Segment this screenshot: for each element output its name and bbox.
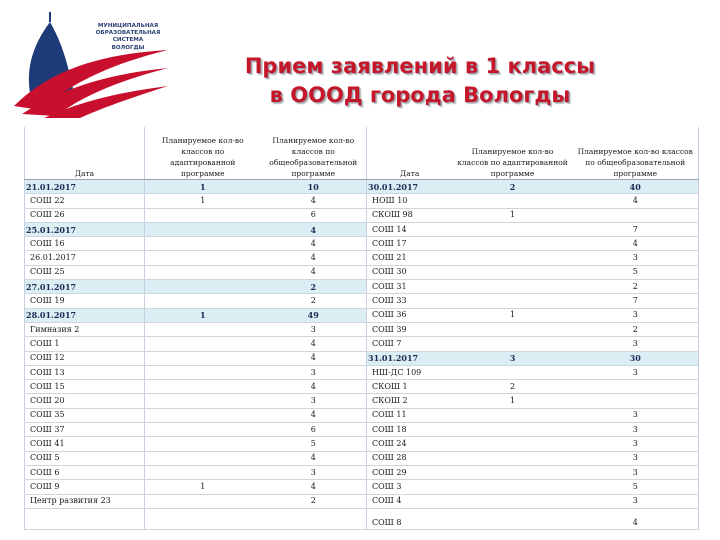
table-row [25,508,699,529]
table-row [25,380,699,394]
left-name-cell: СОШ 16 [25,237,145,251]
left-name-cell: СОШ 1 [25,337,145,351]
logo-line: ОБРАЗОВАТЕЛЬНАЯ [95,30,161,37]
right-adapted-cell [453,265,573,279]
table-row [25,208,699,222]
left-name-cell: 26.01.2017 [25,251,145,265]
table-row [25,237,699,251]
left-adapted-cell: 1 [145,180,261,194]
right-adapted-cell [453,322,573,336]
right-general-cell: 30 [573,351,699,365]
right-name-cell: СОШ 21 [367,251,453,265]
right-name-cell: СОШ 4 [367,494,453,508]
right-general-cell: 4 [573,237,699,251]
left-name-cell: 25.01.2017 [25,222,145,236]
table-row [25,465,699,479]
right-adapted-cell [453,408,573,422]
left-name-cell: СОШ 19 [25,294,145,308]
right-adapted-cell [453,280,573,294]
right-name-cell: СКОШ 1 [367,380,453,394]
right-adapted-cell [453,365,573,379]
right-adapted-cell: 2 [453,380,573,394]
right-name-cell: СОШ 33 [367,294,453,308]
logo-line: СИСТЕМА [112,37,144,44]
right-general-cell: 5 [573,265,699,279]
left-name-cell: СОШ 15 [25,380,145,394]
right-name-cell: СОШ 28 [367,451,453,465]
table-row [25,308,699,322]
right-adapted-cell [453,451,573,465]
left-adapted-cell [145,423,261,437]
left-name-cell: СОШ 6 [25,465,145,479]
table-row [25,394,699,408]
right-adapted-cell [453,423,573,437]
left-general-cell: 4 [261,480,367,494]
column-header-date: Дата [25,127,145,180]
left-general-cell: 4 [261,265,367,279]
right-general-cell: 3 [573,308,699,322]
column-header-adapted: Планируемое кол-во классов по адаптированной программе [453,127,573,180]
right-general-cell: 3 [573,423,699,437]
left-adapted-cell [145,408,261,422]
table-row [25,194,699,208]
right-adapted-cell [453,437,573,451]
right-general-cell: 3 [573,337,699,351]
page-title [180,52,660,110]
right-name-cell: СКОШ 98 [367,208,453,222]
right-adapted-cell [453,508,573,529]
left-general-cell: 4 [261,408,367,422]
right-general-cell: 40 [573,180,699,194]
right-general-cell: 2 [573,322,699,336]
right-adapted-cell: 1 [453,394,573,408]
table-row [25,180,699,194]
left-adapted-cell: 1 [145,194,261,208]
right-general-cell: 7 [573,294,699,308]
table-row [25,294,699,308]
left-adapted-cell [145,494,261,508]
right-general-cell [573,380,699,394]
left-name-cell: СОШ 25 [25,265,145,279]
left-adapted-cell [145,451,261,465]
left-general-cell: 3 [261,365,367,379]
right-adapted-cell [453,465,573,479]
right-general-cell: 3 [573,465,699,479]
left-general-cell: 49 [261,308,367,322]
left-name-cell: СОШ 13 [25,365,145,379]
right-general-cell: 3 [573,408,699,422]
right-name-cell: СОШ 31 [367,280,453,294]
left-general-cell: 2 [261,294,367,308]
right-general-cell: 5 [573,480,699,494]
left-general-cell: 6 [261,423,367,437]
table-row [25,337,699,351]
table-row [25,451,699,465]
right-adapted-cell [453,337,573,351]
left-adapted-cell [145,208,261,222]
right-general-cell: 3 [573,494,699,508]
left-general-cell: 4 [261,351,367,365]
left-adapted-cell [145,380,261,394]
table-row [25,222,699,236]
table-row [25,494,699,508]
enrollment-table [24,127,699,530]
left-general-cell: 5 [261,437,367,451]
right-name-cell: СОШ 7 [367,337,453,351]
table-body [25,180,699,530]
right-name-cell: 30.01.2017 [367,180,453,194]
title-line-1: Прием заявлений в 1 классы [244,54,596,78]
table-row [25,365,699,379]
left-general-cell: 6 [261,208,367,222]
right-adapted-cell [453,294,573,308]
right-general-cell: 4 [573,194,699,208]
table-row [25,423,699,437]
left-name-cell: Центр развития 23 [25,494,145,508]
table-row [25,251,699,265]
right-name-cell: СОШ 39 [367,322,453,336]
right-name-cell: СОШ 18 [367,423,453,437]
right-adapted-cell [453,494,573,508]
left-adapted-cell [145,351,261,365]
table-row [25,280,699,294]
right-general-cell: 7 [573,222,699,236]
left-adapted-cell [145,508,261,529]
right-adapted-cell: 2 [453,180,573,194]
right-general-cell: 4 [573,508,699,529]
left-name-cell: СОШ 9 [25,480,145,494]
table-row [25,480,699,494]
right-name-cell: СОШ 36 [367,308,453,322]
right-name-cell: СОШ 30 [367,265,453,279]
left-adapted-cell [145,322,261,336]
right-general-cell: 3 [573,437,699,451]
right-name-cell: СОШ 8 [367,508,453,529]
column-header-date: Дата [367,127,453,180]
table-header-row [25,127,699,180]
left-adapted-cell [145,294,261,308]
left-general-cell: 2 [261,494,367,508]
left-general-cell: 3 [261,322,367,336]
right-name-cell: СОШ 24 [367,437,453,451]
right-adapted-cell: 1 [453,308,573,322]
left-name-cell: Гимназия 2 [25,322,145,336]
left-general-cell: 4 [261,251,367,265]
left-general-cell: 4 [261,237,367,251]
left-general-cell [261,508,367,529]
column-header-general: Планируемое кол-во классов по общеобразовательной программе [261,127,367,180]
left-name-cell: СОШ 5 [25,451,145,465]
right-general-cell [573,394,699,408]
left-name-cell: СОШ 20 [25,394,145,408]
right-adapted-cell [453,251,573,265]
right-name-cell: СКОШ 2 [367,394,453,408]
left-general-cell: 4 [261,194,367,208]
left-name-cell: 27.01.2017 [25,280,145,294]
right-name-cell: НОШ 10 [367,194,453,208]
right-name-cell: СОШ 14 [367,222,453,236]
left-name-cell: СОШ 26 [25,208,145,222]
left-adapted-cell [145,394,261,408]
left-general-cell: 3 [261,465,367,479]
right-name-cell: 31.01.2017 [367,351,453,365]
left-adapted-cell: 1 [145,480,261,494]
left-name-cell [25,508,145,529]
right-name-cell: СОШ 17 [367,237,453,251]
table-row [25,322,699,336]
left-general-cell: 4 [261,222,367,236]
left-general-cell: 4 [261,380,367,394]
right-adapted-cell [453,480,573,494]
left-adapted-cell [145,251,261,265]
left-general-cell: 3 [261,394,367,408]
left-adapted-cell [145,280,261,294]
left-general-cell: 4 [261,337,367,351]
left-adapted-cell [145,222,261,236]
left-name-cell: СОШ 22 [25,194,145,208]
left-name-cell: СОШ 12 [25,351,145,365]
left-adapted-cell [145,437,261,451]
left-adapted-cell [145,337,261,351]
right-adapted-cell [453,237,573,251]
left-adapted-cell [145,465,261,479]
left-name-cell: 21.01.2017 [25,180,145,194]
left-general-cell: 10 [261,180,367,194]
logo-line: ВОЛОГДЫ [111,44,145,51]
table-row [25,437,699,451]
right-general-cell [573,208,699,222]
left-adapted-cell [145,237,261,251]
left-name-cell: СОШ 41 [25,437,145,451]
left-general-cell: 4 [261,451,367,465]
right-name-cell: СОШ 29 [367,465,453,479]
left-general-cell: 2 [261,280,367,294]
right-adapted-cell [453,222,573,236]
right-name-cell: СОШ 3 [367,480,453,494]
right-general-cell: 2 [573,280,699,294]
left-adapted-cell [145,365,261,379]
right-adapted-cell: 1 [453,208,573,222]
left-adapted-cell [145,265,261,279]
left-name-cell: СОШ 37 [25,423,145,437]
right-adapted-cell [453,194,573,208]
left-name-cell: 28.01.2017 [25,308,145,322]
right-general-cell: 3 [573,365,699,379]
left-adapted-cell: 1 [145,308,261,322]
column-header-general: Планируемое кол-во классов по общеобразовательной программе [573,127,699,180]
right-general-cell: 3 [573,251,699,265]
left-name-cell: СОШ 35 [25,408,145,422]
right-general-cell: 3 [573,451,699,465]
table-row [25,351,699,365]
right-adapted-cell: 3 [453,351,573,365]
column-header-adapted: Планируемое кол-во классов по адаптированной программе [145,127,261,180]
title-line-2: в ОООД города Вологды [269,83,571,107]
logo-text [94,23,162,52]
right-name-cell: НШ-ДС 109 [367,365,453,379]
right-name-cell: СОШ 11 [367,408,453,422]
logo-line: МУНИЦИПАЛЬНАЯ [97,23,159,29]
table-row [25,408,699,422]
table-row [25,265,699,279]
